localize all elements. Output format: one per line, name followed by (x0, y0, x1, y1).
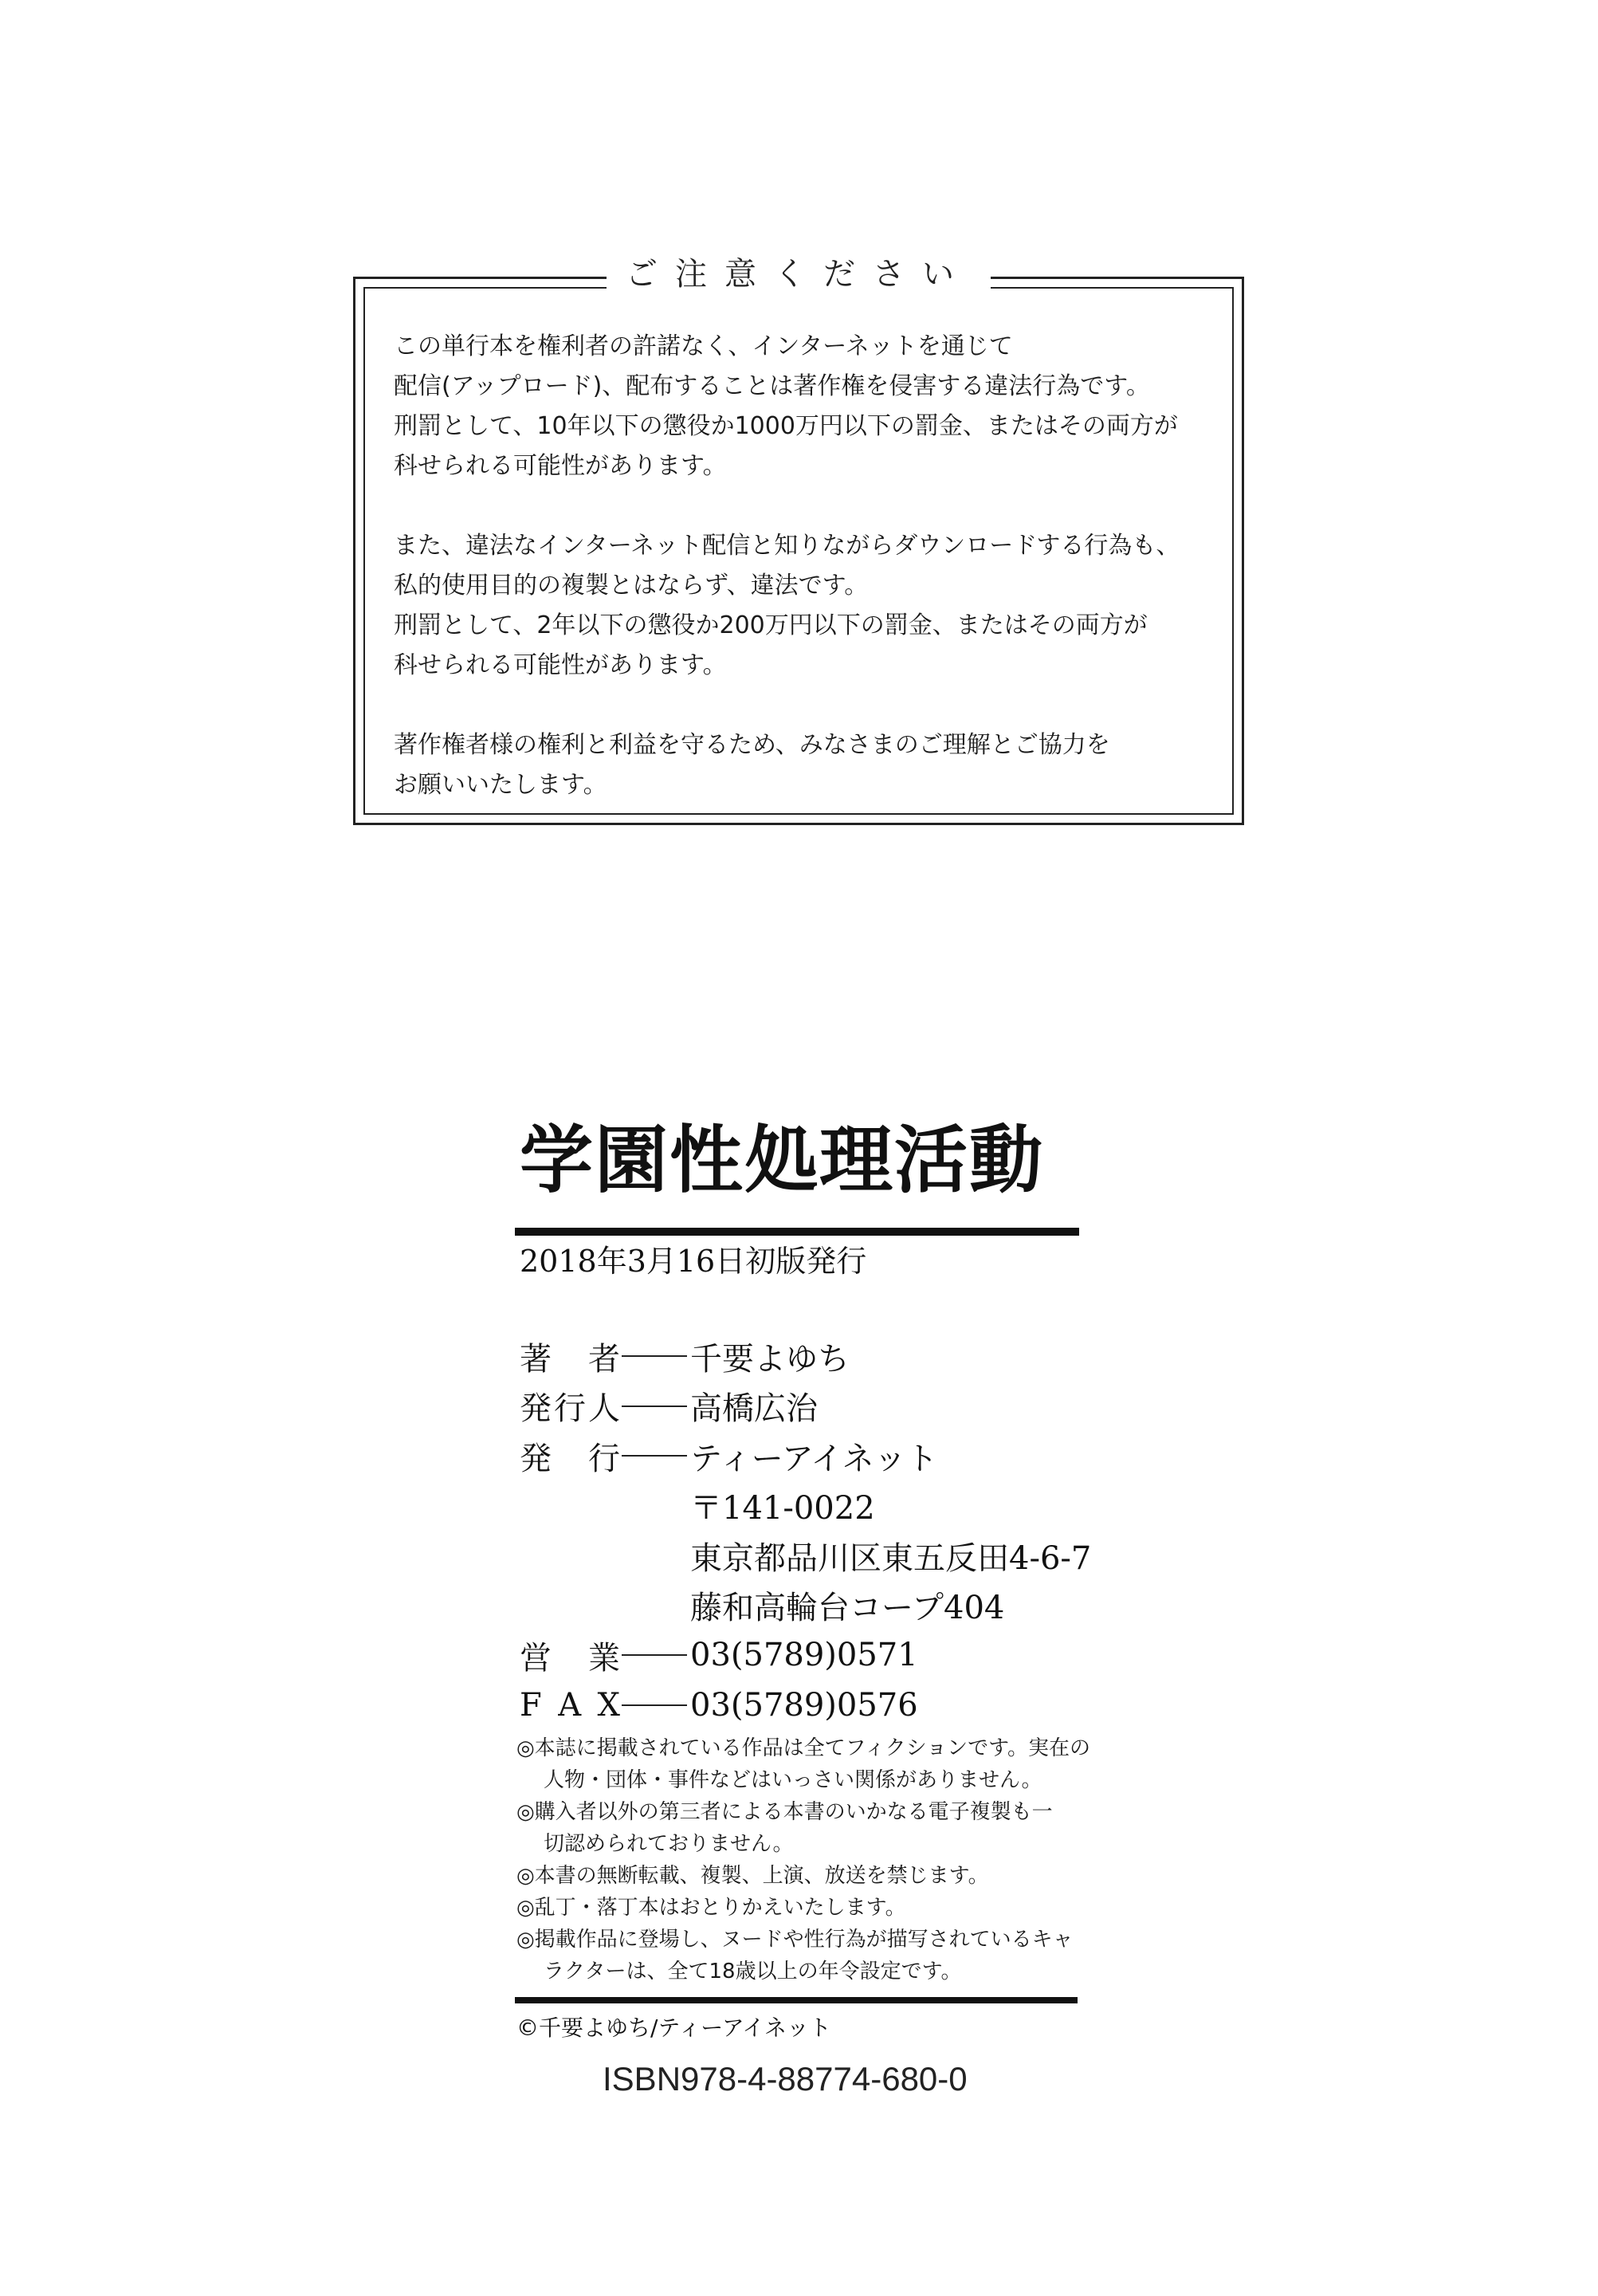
note-item: ◎本誌に掲載されている作品は全てフィクションです。実在の 人物・団体・事件などはいっさい関係がありません。 (516, 1736, 1091, 1792)
address-line-1: 東京都品川区東五反田4-6-7 (690, 1539, 1092, 1577)
credit-label-publisher: 発 行 (520, 1440, 620, 1477)
address-line-2: 藤和高輪台コープ404 (690, 1590, 1005, 1627)
credit-value-fax: 03(5789)0576 (690, 1686, 918, 1724)
credit-dash (622, 1455, 687, 1457)
note-item: ◎購入者以外の第三者による本書のいかなる電子複製も一 切認められておりません。 (516, 1800, 1053, 1856)
copyright: ©千要よゆち/ティーアイネット (516, 2015, 831, 2041)
isbn: ISBN978-4-88774-680-0 (603, 2060, 968, 2097)
notice-paragraph-download: また、違法なインターネット配信と知りながらダウンロードする行為も、 私的使用目的の複製とはならず、違法です。 刑罰として、2年以下の懲役か200万円以下の罰金、またはその両方が 科せられる可能性があります。 (394, 532, 1180, 679)
credit-row-sales (520, 1630, 1093, 1681)
credit-value-publisher: ティーアイネット (690, 1440, 938, 1477)
credit-row-publisher-person (520, 1382, 1093, 1432)
notes-rule (515, 1997, 1078, 2003)
credit-label-publisher-person: 発 行 人 (520, 1390, 620, 1428)
credit-value-sales: 03(5789)0571 (690, 1637, 918, 1674)
credits-block (520, 1331, 1093, 1730)
credit-value-author: 千要よゆち (690, 1340, 850, 1378)
credit-row-fax (520, 1681, 1093, 1731)
notice-body (394, 327, 1218, 805)
note-item: ◎乱丁・落丁本はおとりかえいたします。 (516, 1896, 906, 1920)
credit-dash (622, 1406, 687, 1407)
note-item: ◎掲載作品に登場し、ヌードや性行為が描写されているキャ ラクターは、全て18歳以上の年令設定です。 (516, 1928, 1074, 1983)
note-item: ◎本書の無断転載、複製、上演、放送を禁じます。 (516, 1864, 989, 1888)
credit-dash (622, 1355, 687, 1357)
credit-label-author: 著 者 (520, 1340, 620, 1378)
notice-title: ご注意ください (607, 252, 991, 297)
notice-box (353, 256, 1244, 825)
credit-dash (622, 1704, 687, 1706)
credit-label-fax: F A X (520, 1686, 620, 1724)
notice-paragraph-upload: この単行本を権利者の許諾なく、インターネットを通じて 配信(アップロード)、配布することは著作権を侵害する違法行為です。 刑罰として、10年以下の懲役か1000万円以下の罰金、またはその両方が 科せられる可能性があります。 (394, 332, 1178, 480)
credit-row-author (520, 1331, 1093, 1382)
title-rule (515, 1228, 1079, 1236)
book-title: 学園性処理活動 (520, 1117, 1045, 1203)
postal-code: 〒141-0022 (690, 1490, 875, 1527)
credit-label-sales: 営 業 (520, 1639, 620, 1677)
notes-list (516, 1732, 1090, 1987)
publication-date: 2018年3月16日初版発行 (520, 1244, 867, 1279)
notice-paragraph-request: 著作権者様の権利と利益を守るため、みなさまのご理解とご協力を お願いいたします。 (394, 731, 1110, 799)
credit-dash (622, 1654, 687, 1656)
credit-value-publisher-person: 高橋広治 (690, 1390, 818, 1428)
credit-row-publisher (520, 1431, 1093, 1481)
